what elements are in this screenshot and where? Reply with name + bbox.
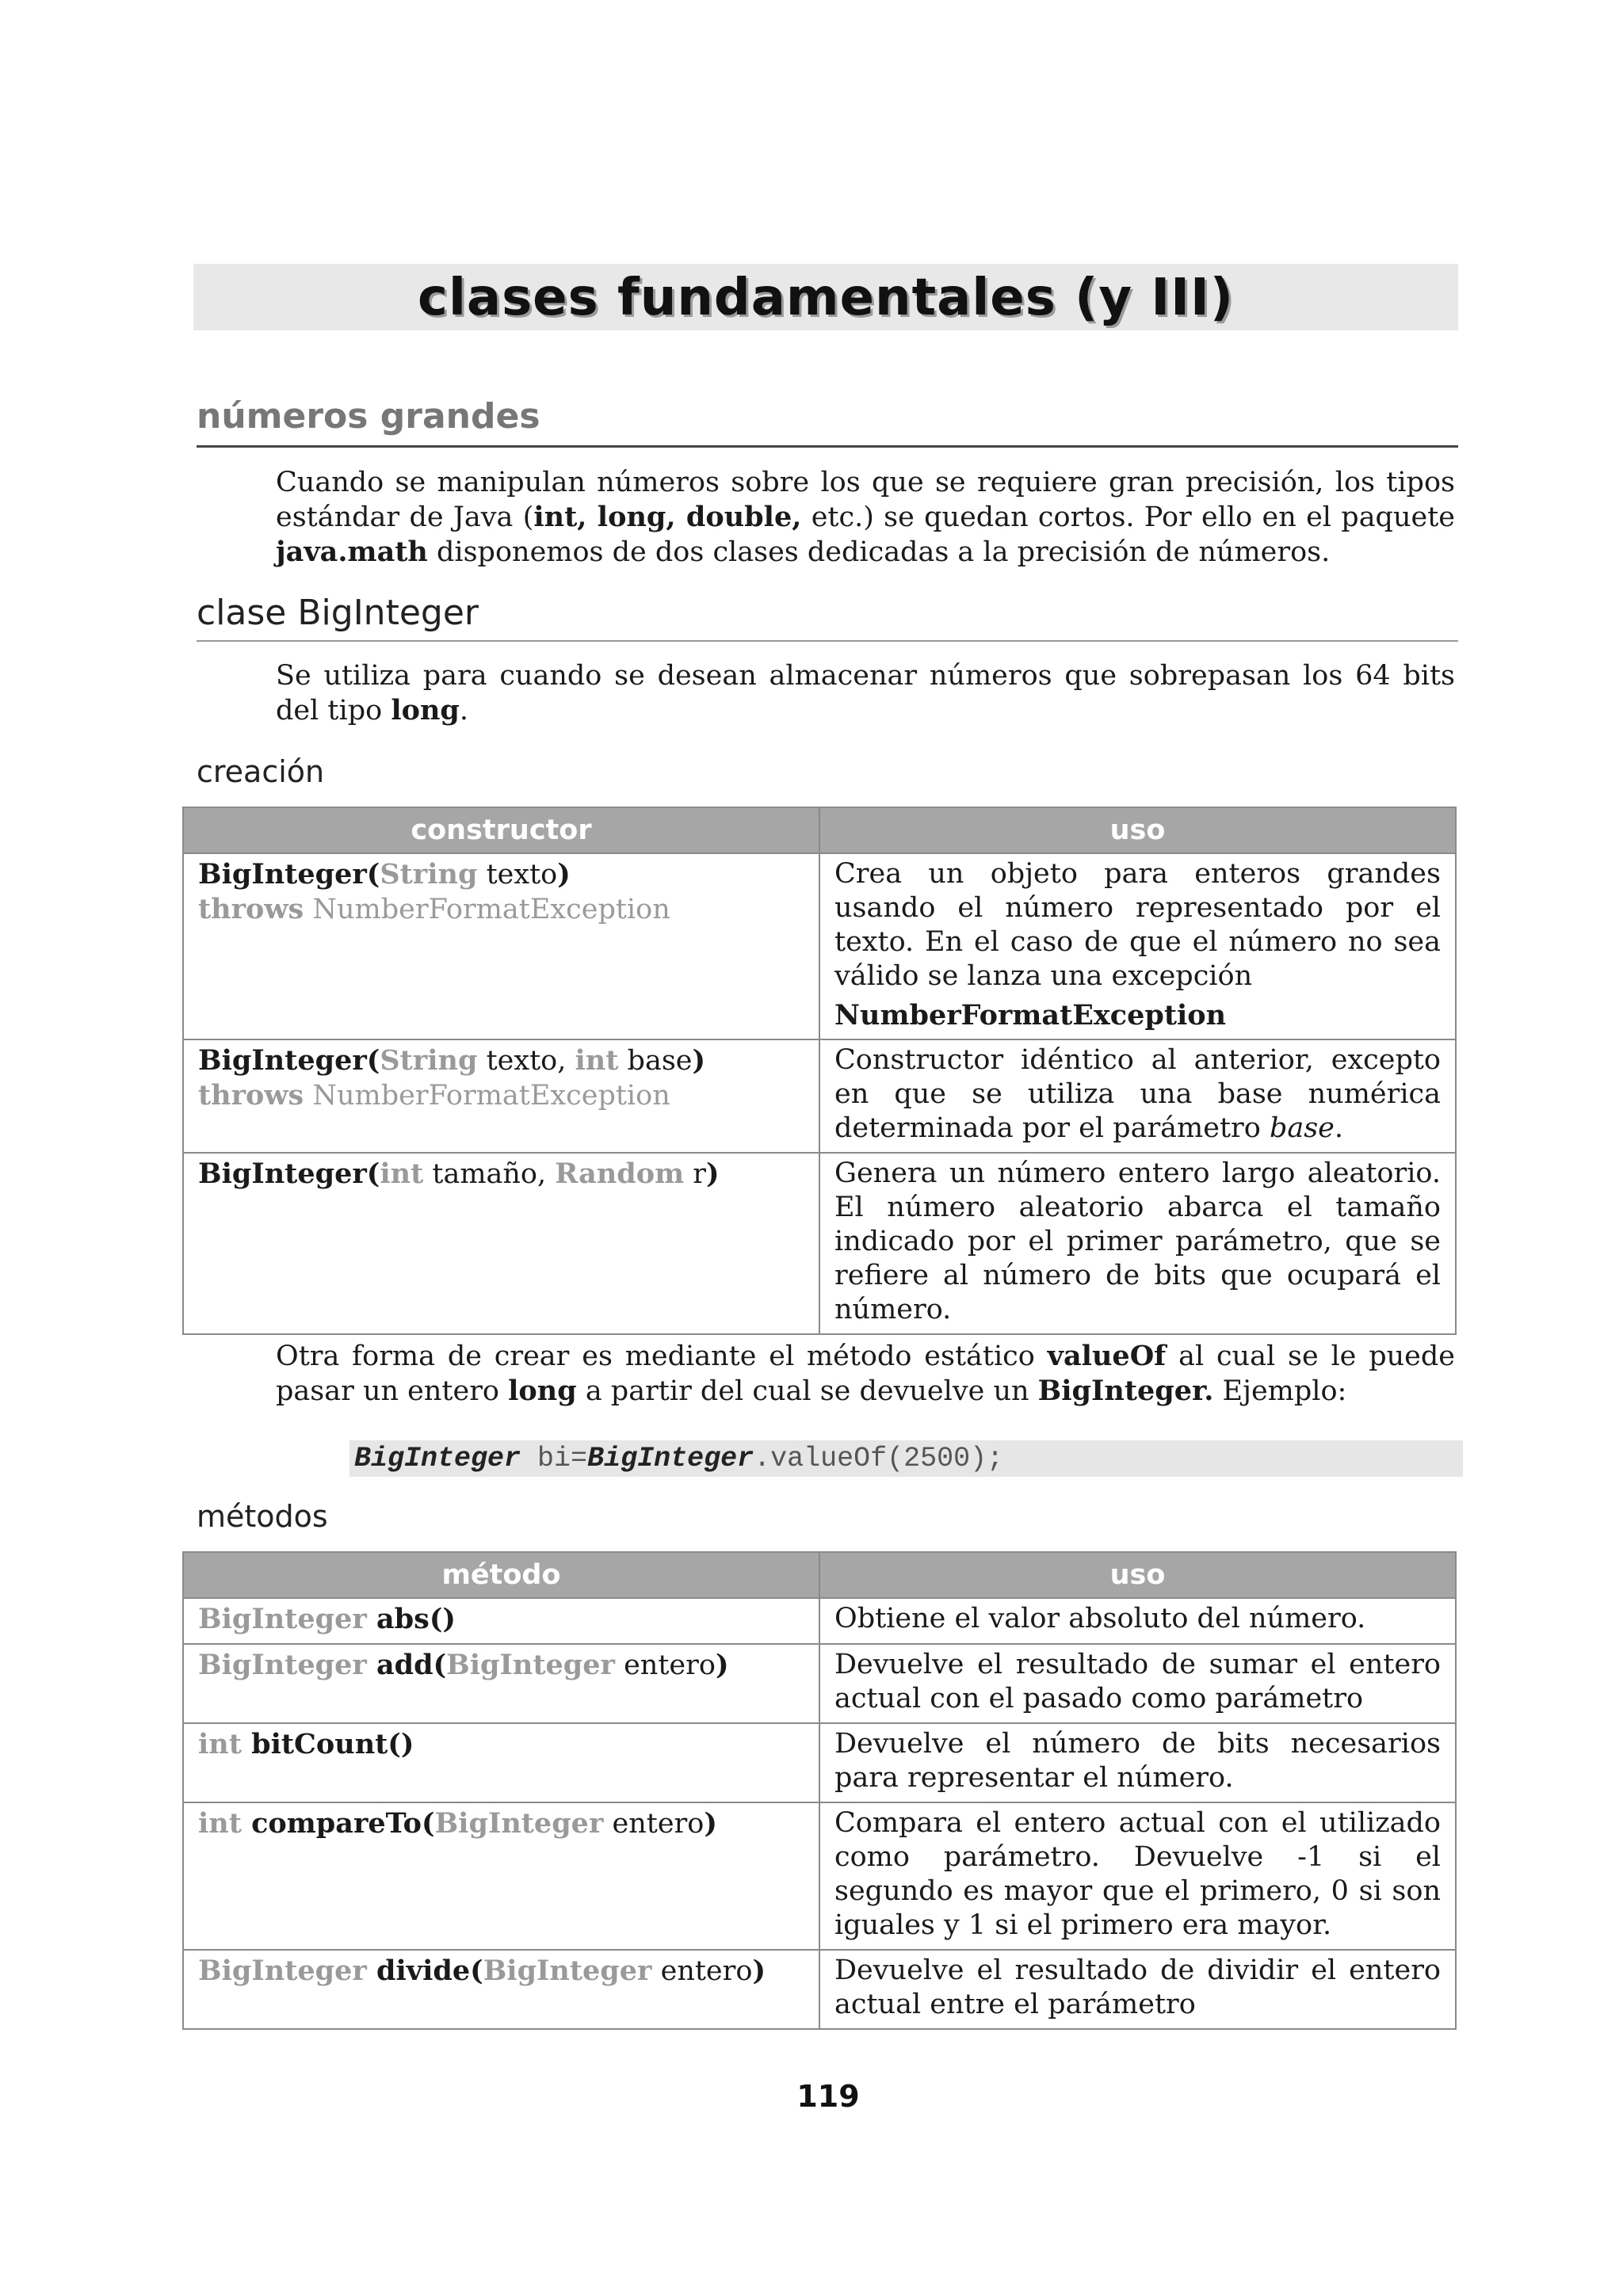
code-text: bi= bbox=[521, 1443, 588, 1474]
intro-text-2: etc.) se quedan cortos. Por ello en el paquete bbox=[801, 502, 1455, 533]
column-header-uso: uso bbox=[819, 1552, 1456, 1598]
method-description: Obtiene el valor absoluto del número. bbox=[819, 1598, 1456, 1644]
page-title-bar bbox=[193, 264, 1458, 330]
table-row bbox=[183, 1598, 1456, 1644]
method-param-name: entero bbox=[603, 1808, 705, 1840]
valueof-text-3: a partir del cual se devuelve un bbox=[576, 1375, 1038, 1407]
section-divider bbox=[197, 445, 1458, 448]
sig-name: BigInteger( bbox=[198, 1044, 380, 1077]
method-description: Devuelve el resultado de dividir el entero actual entre el parámetro bbox=[819, 1950, 1456, 2029]
code-text: .valueOf(2500); bbox=[754, 1443, 1004, 1474]
desc-italic: base bbox=[1269, 1112, 1335, 1144]
method-param-name: entero bbox=[651, 1955, 753, 1987]
constructor-signature bbox=[183, 1153, 819, 1334]
sig-param: tamaño, bbox=[423, 1158, 556, 1190]
method-close: ) bbox=[752, 1955, 766, 1987]
valueof-bold-long: long bbox=[508, 1375, 577, 1407]
column-header-metodo: método bbox=[183, 1552, 819, 1598]
method-param-type: BigInteger bbox=[446, 1649, 615, 1681]
desc-text: Constructor idéntico al anterior, excepto en que se utiliza una base numérica determinada por el parámetro bbox=[834, 1044, 1441, 1144]
intro-text-3: disponemos de dos clases dedicadas a la precisión de números. bbox=[427, 536, 1331, 568]
section-heading-biginteger: clase BigInteger bbox=[197, 593, 479, 633]
method-return-type: BigInteger bbox=[198, 1955, 367, 1987]
intro-bold-package: java.math bbox=[276, 536, 428, 568]
desc-bold: NumberFormatException bbox=[834, 999, 1227, 1032]
column-header-uso: uso bbox=[819, 807, 1456, 853]
method-name: divide( bbox=[366, 1955, 483, 1987]
valueof-text-1: Otra forma de crear es mediante el método estático bbox=[276, 1341, 1048, 1372]
valueof-text-4: Ejemplo: bbox=[1213, 1375, 1347, 1407]
constructor-description bbox=[819, 1039, 1456, 1153]
code-example bbox=[349, 1440, 1463, 1477]
table-row bbox=[183, 1039, 1456, 1153]
method-signature bbox=[183, 1644, 819, 1723]
sig-name: BigInteger( bbox=[198, 1158, 380, 1190]
biginteger-intro-bold: long bbox=[391, 694, 460, 727]
constructor-description bbox=[819, 853, 1456, 1039]
sig-type: int bbox=[380, 1158, 424, 1190]
valueof-bold-class: BigInteger. bbox=[1037, 1375, 1214, 1407]
sig-param: r bbox=[684, 1158, 706, 1190]
sig-exception: NumberFormatException bbox=[304, 894, 670, 925]
page-title: clases fundamentales (y III) bbox=[418, 269, 1234, 327]
table-row bbox=[183, 1153, 1456, 1334]
sig-close: ) bbox=[706, 1158, 720, 1190]
biginteger-intro-paragraph bbox=[276, 658, 1455, 728]
method-description: Compara el entero actual con el utilizado como parámetro. Devuelve -1 si el segundo es mayor que el primero, 0 si son iguales y 1 si el primero era mayor. bbox=[819, 1802, 1456, 1950]
column-header-constructor: constructor bbox=[183, 807, 819, 853]
method-description: Devuelve el resultado de sumar el entero actual con el pasado como parámetro bbox=[819, 1644, 1456, 1723]
sig-exception: NumberFormatException bbox=[304, 1080, 670, 1112]
sig-type: Random bbox=[555, 1158, 685, 1190]
sig-throws: throws bbox=[198, 1079, 304, 1112]
table-row bbox=[183, 1644, 1456, 1723]
table-row bbox=[183, 1723, 1456, 1802]
method-param-name: entero bbox=[614, 1650, 716, 1681]
methods-table bbox=[182, 1551, 1457, 2030]
method-return-type: BigInteger bbox=[198, 1649, 367, 1681]
sig-close: ) bbox=[557, 858, 571, 891]
desc-end: . bbox=[1334, 1112, 1344, 1144]
constructor-signature bbox=[183, 853, 819, 1039]
biginteger-intro-text: Se utiliza para cuando se desean almacenar números que sobrepasan los 64 bits del tipo bbox=[276, 660, 1455, 727]
intro-bold-types: int, long, double, bbox=[533, 501, 802, 533]
table-row bbox=[183, 1802, 1456, 1950]
biginteger-intro-end: . bbox=[459, 695, 469, 727]
sig-name: BigInteger( bbox=[198, 858, 380, 891]
method-signature bbox=[183, 1723, 819, 1802]
code-keyword: BigInteger bbox=[587, 1443, 754, 1474]
method-param-type: BigInteger bbox=[434, 1807, 604, 1840]
method-signature bbox=[183, 1598, 819, 1644]
constructor-signature bbox=[183, 1039, 819, 1153]
method-name: abs() bbox=[366, 1603, 456, 1635]
method-close: ) bbox=[715, 1649, 729, 1681]
constructor-description bbox=[819, 1153, 1456, 1334]
sig-param: base bbox=[618, 1045, 693, 1077]
method-return-type: int bbox=[198, 1728, 242, 1760]
valueof-text-2: al cual se le puede pasar un entero bbox=[276, 1341, 1455, 1407]
table-header-row bbox=[183, 1552, 1456, 1598]
intro-text-1: Cuando se manipulan números sobre los que se requiere gran precisión, los tipos estándar de Java ( bbox=[276, 467, 1455, 533]
subsection-divider bbox=[197, 640, 1458, 642]
method-signature bbox=[183, 1802, 819, 1950]
methods-heading: métodos bbox=[197, 1499, 328, 1534]
creation-heading: creación bbox=[197, 754, 325, 789]
code-keyword: BigInteger bbox=[354, 1443, 521, 1474]
sig-type: int bbox=[575, 1044, 619, 1077]
section-heading-numeros-grandes: números grandes bbox=[197, 396, 540, 437]
sig-type: String bbox=[380, 1044, 478, 1077]
method-name: bitCount() bbox=[241, 1728, 414, 1760]
constructors-table bbox=[182, 807, 1457, 1335]
method-return-type: BigInteger bbox=[198, 1603, 367, 1635]
page-number: 119 bbox=[796, 2079, 860, 2114]
valueof-bold-method: valueOf bbox=[1047, 1340, 1167, 1372]
sig-type: String bbox=[380, 858, 478, 891]
table-header-row bbox=[183, 807, 1456, 853]
method-close: ) bbox=[704, 1807, 717, 1840]
desc-text: Crea un objeto para enteros grandes usando el número representado por el texto. En el caso de que el número no sea válido se lanza una excepción bbox=[834, 858, 1441, 992]
sig-param: texto, bbox=[477, 1045, 575, 1077]
method-name: add( bbox=[366, 1649, 447, 1681]
method-name: compareTo( bbox=[241, 1807, 435, 1840]
method-param-type: BigInteger bbox=[483, 1955, 652, 1987]
intro-paragraph bbox=[276, 465, 1455, 570]
sig-throws: throws bbox=[198, 893, 304, 925]
method-return-type: int bbox=[198, 1807, 242, 1840]
desc-text: Genera un número entero largo aleatorio. El número aleatorio abarca el tamaño indicado por el primer parámetro, que se refiere al número de bits que ocupará el número. bbox=[834, 1158, 1441, 1325]
table-row bbox=[183, 1950, 1456, 2029]
sig-param: texto bbox=[477, 859, 558, 891]
valueof-paragraph bbox=[276, 1339, 1455, 1409]
sig-close: ) bbox=[692, 1044, 706, 1077]
method-description: Devuelve el número de bits necesarios para representar el número. bbox=[819, 1723, 1456, 1802]
table-row bbox=[183, 853, 1456, 1039]
method-signature bbox=[183, 1950, 819, 2029]
